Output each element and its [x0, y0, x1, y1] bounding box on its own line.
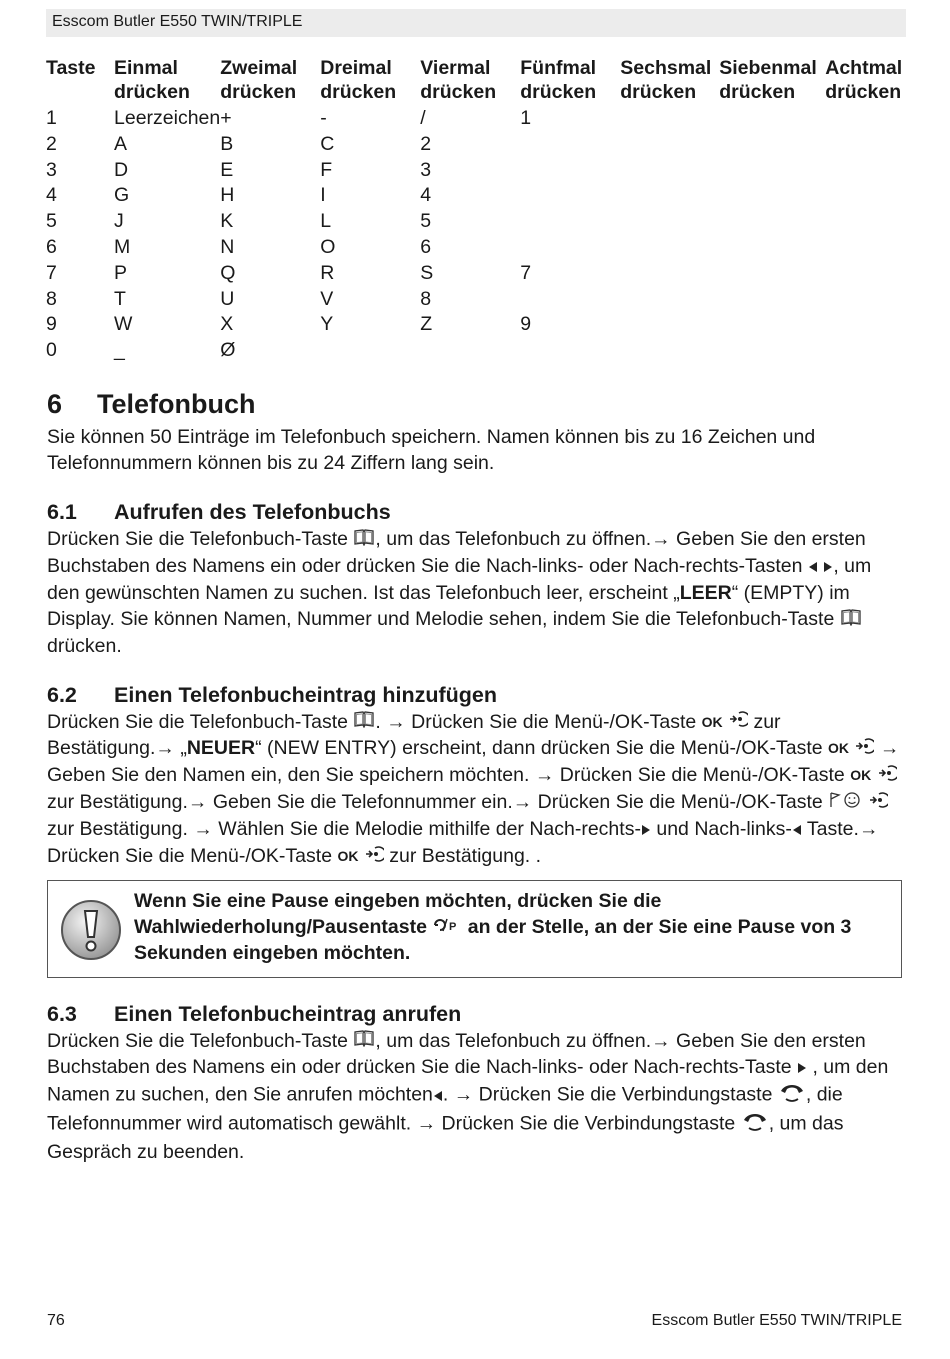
key-table-cell: I [320, 184, 326, 207]
key-table-cell: 5 [46, 210, 57, 233]
key-table-cell [620, 338, 719, 364]
ok-key-label: OK [850, 767, 872, 784]
key-table-row [46, 261, 905, 287]
key-table-cell: L [320, 210, 332, 233]
key-table-cell: P [114, 261, 128, 284]
key-table-cell: 9 [46, 313, 57, 336]
key-table-cell: J [114, 210, 124, 233]
key-table-cell: 4 [46, 184, 57, 207]
key-table-cell [825, 132, 905, 158]
key-table-cell: E [220, 158, 234, 181]
running-header [46, 9, 906, 37]
key-table-cell: 1 [520, 107, 532, 129]
key-table-cell [825, 338, 905, 364]
key-table-cell [320, 338, 420, 364]
key-table-cell: R [320, 261, 335, 284]
col-header: Sechsmal drücken [620, 57, 712, 103]
key-table-cell: Y [320, 313, 334, 336]
key-table-cell: N [220, 235, 235, 258]
key-table-cell [520, 287, 620, 313]
ok-key-label: OK [701, 713, 723, 730]
key-table-cell [719, 261, 825, 287]
section-6-2-text: Drücken Sie die Telefonbuch-Taste . → Drücken Sie die Menü-/OK-Taste OK zur Bestätigung.→ „NEUER“ (NEW ENTRY) erscheint, dann drücken Sie die Menü-/OK-Taste OK → Geben Sie den Namen ein, den Sie speichern möchten. → Drücken Sie die Menü-/OK-Taste OK zur Bestätigung.→ Geben Sie die Telefonnummer ein.→ Drücken Sie die Menü-/OK-Taste zur Bestätigung. → Wählen Sie die Melodie mithilfe der Nach-rechts- und Nach-links- Taste.→ Drücken Sie die Menü-/OK-Taste OK zur Bestätigung. . [47, 709, 907, 870]
key-table-cell: K [220, 210, 234, 233]
key-table-cell [520, 183, 620, 209]
note-box [47, 880, 902, 978]
section-6-1-heading: 6.1 Aufrufen des Telefonbuchs [47, 500, 391, 524]
right-arrow-key-icon [823, 554, 833, 580]
left-arrow-key-icon [433, 1083, 443, 1109]
key-table-cell [520, 158, 620, 184]
key-table-cell [520, 338, 620, 364]
header-title: Esscom Butler E550 TWIN/TRIPLE [52, 13, 303, 30]
key-table-cell: / [420, 107, 426, 129]
key-table-cell: 6 [46, 235, 57, 258]
menu-ok-key-icon [364, 844, 384, 870]
key-table-cell [620, 183, 719, 209]
ok-key-label: OK [828, 740, 850, 757]
phonebook-icon [353, 709, 375, 735]
col-header: Einmal drücken [114, 57, 190, 103]
key-table-cell [719, 312, 825, 338]
section-6-3-text: Drücken Sie die Telefonbuch-Taste , um das Telefonbuch zu öffnen.→ Geben Sie den ersten Buchstaben des Namens ein oder drücken Sie die Nach-links- oder Nach-rechts-Taste , um den Namen zu suchen, den Sie anrufen möchten . → Drücken Sie die Verbindungstaste , die Telefonnummer wird automatisch gewählt. → Drücken Sie die Verbindungstaste , um das Gespräch zu beenden. [47, 1029, 889, 1164]
key-table-cell: 8 [420, 287, 432, 310]
key-table-cell: Ø [220, 339, 236, 362]
key-table-cell: O [320, 235, 336, 258]
key-table-cell: Leerzeichen [114, 107, 221, 129]
key-table-cell [620, 158, 719, 184]
menu-ok-key-icon [877, 763, 897, 789]
key-table-row [46, 287, 905, 313]
key-table-cell [520, 209, 620, 235]
col-header: Taste [46, 57, 96, 79]
key-table-cell: F [320, 158, 333, 181]
key-table-cell [825, 209, 905, 235]
redial-pause-key-icon [432, 914, 462, 940]
key-table-cell [620, 261, 719, 287]
key-table-cell: 6 [420, 235, 432, 258]
key-table-cell [620, 287, 719, 313]
key-table-cell [719, 235, 825, 261]
key-table-row [46, 183, 905, 209]
key-table-cell [825, 183, 905, 209]
key-table-cell [719, 183, 825, 209]
right-arrow-key-icon [797, 1055, 807, 1081]
section-6-3-heading: 6.3 Einen Telefonbucheintrag anrufen [47, 1001, 462, 1026]
key-table-cell: G [114, 184, 130, 207]
phonebook-icon [353, 527, 375, 553]
menu-ok-key-icon [868, 790, 888, 816]
key-table-cell: H [220, 184, 235, 207]
key-table-cell [520, 132, 620, 158]
key-table-cell [520, 235, 620, 261]
footer-title: Esscom Butler E550 TWIN/TRIPLE [651, 1312, 902, 1329]
key-table-cell [719, 158, 825, 184]
note-text: Wenn Sie eine Pause eingeben möchten, drücken Sie die Wahlwiederholung/Pausentaste P an der Stelle, an der Sie eine Pause von 3 Sekunden eingeben möchten. [134, 889, 852, 965]
key-table-cell: D [114, 158, 129, 181]
key-table-row [46, 132, 905, 158]
col-header: Siebenmal drücken [719, 57, 817, 103]
key-table-cell: W [114, 313, 133, 336]
key-table-cell: 5 [420, 210, 432, 233]
key-table-cell: A [114, 132, 128, 155]
key-table-cell: _ [114, 339, 125, 362]
menu-ok-key-icon [728, 709, 748, 735]
key-table-cell: 4 [420, 184, 432, 207]
key-table-cell [719, 106, 825, 132]
key-table [46, 56, 905, 364]
key-table-cell: 0 [46, 339, 57, 362]
left-arrow-key-icon [808, 554, 818, 580]
phonebook-icon [353, 1028, 375, 1054]
key-table-cell: 1 [46, 107, 57, 129]
key-table-cell [719, 287, 825, 313]
key-table-cell: 3 [420, 158, 432, 181]
key-table-cell: - [320, 107, 327, 129]
key-table-cell [719, 209, 825, 235]
ok-key-label: OK [337, 847, 359, 864]
col-header: Viermal drücken [420, 57, 497, 103]
main-content [47, 386, 907, 1165]
key-table-cell: X [220, 313, 234, 336]
exclamation-warning-icon [60, 899, 122, 968]
key-table-cell: B [220, 132, 234, 155]
key-table-cell: 2 [420, 132, 432, 155]
phonebook-icon [840, 607, 862, 633]
key-table-row [46, 158, 905, 184]
key-table-cell: Z [420, 313, 433, 336]
key-table-cell [620, 312, 719, 338]
flag-smiley-icon [828, 790, 862, 816]
key-table-cell [620, 132, 719, 158]
col-header: Zweimal drücken [220, 57, 298, 103]
page-number: 76 [47, 1312, 65, 1329]
key-table-row [46, 106, 905, 132]
key-table-cell [825, 235, 905, 261]
key-table-row [46, 209, 905, 235]
key-table-cell: 7 [46, 261, 57, 284]
key-table-cell: S [420, 261, 434, 284]
key-table-cell [825, 106, 905, 132]
col-header: Dreimal drücken [320, 57, 397, 103]
key-table-cell: 9 [520, 313, 532, 336]
key-table-cell [620, 209, 719, 235]
section-6-2-heading: 6.2 Einen Telefonbucheintrag hinzufügen [47, 682, 498, 707]
right-arrow-key-icon [641, 817, 651, 843]
key-table-cell: T [114, 287, 126, 310]
section-6-heading: 6 Telefonbuch [47, 389, 256, 419]
menu-ok-key-icon [854, 736, 874, 762]
key-table-cell: M [114, 235, 131, 258]
key-table-header [46, 56, 905, 106]
key-table-row [46, 338, 905, 364]
key-table-cell: 2 [46, 132, 57, 155]
key-table-cell [620, 235, 719, 261]
col-header: Fünfmal drücken [520, 57, 597, 103]
key-table-cell: 8 [46, 287, 57, 310]
section-6-text: Sie können 50 Einträge im Telefonbuch speichern. Namen können bis zu 16 Zeichen und Telefonnummern können bis zu 24 Ziffern lang sein. [47, 426, 816, 474]
key-table-cell: 7 [520, 261, 532, 284]
key-table-cell [719, 132, 825, 158]
call-key-icon [741, 1110, 769, 1139]
key-table-cell [825, 312, 905, 338]
key-table-cell [719, 338, 825, 364]
section-6-1-text: Drücken Sie die Telefonbuch-Taste , um das Telefonbuch zu öffnen.→ Geben Sie den ersten Buchstaben des Namens ein oder drücken Sie die Nach-links- oder Nach-rechts-Tasten , um den gewünschten Namen zu suchen. Ist das Telefonbuch leer, erscheint „LEER“ (EMPTY) im Display. Sie können Namen, Nummer und Melodie sehen, indem Sie die Telefonbuch-Taste drücken. [47, 528, 872, 657]
svg-text:P: P [449, 921, 457, 934]
key-table-cell: + [220, 107, 232, 129]
key-table-cell: C [320, 132, 335, 155]
left-arrow-key-icon [792, 817, 802, 843]
key-table-row [46, 312, 905, 338]
key-table-cell [825, 287, 905, 313]
col-header: Achtmal drücken [825, 57, 903, 103]
key-table-cell [620, 106, 719, 132]
key-table-cell [420, 338, 520, 364]
key-table-cell [825, 261, 905, 287]
key-table-cell: Q [220, 261, 236, 284]
key-table-cell: U [220, 287, 235, 310]
key-table-cell [825, 158, 905, 184]
call-key-icon [778, 1081, 806, 1110]
key-table-cell: V [320, 287, 334, 310]
key-table-row [46, 235, 905, 261]
key-table-cell: 3 [46, 158, 57, 181]
